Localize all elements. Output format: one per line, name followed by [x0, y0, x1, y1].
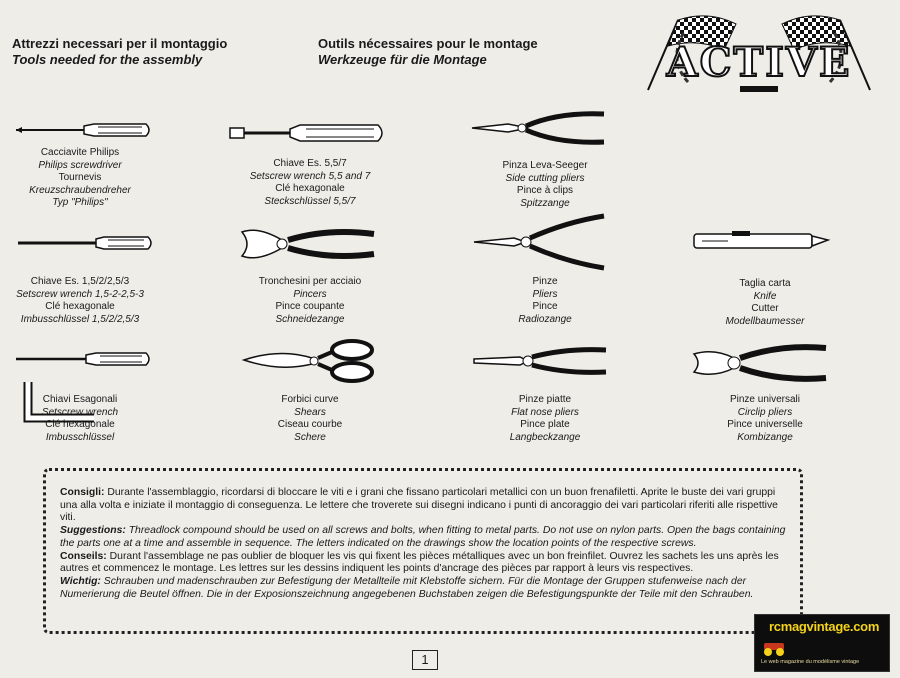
tips-italian: Consigli: Durante l'assemblaggio, ricordarsi di bloccare le viti e i grani che fissano particolari metallici con un buon frenafiletti. Aprite le buste dei vari gruppi una alla volta e iniziate il montaggio di conseguenza. Le lettere che troverete sui disegni indicano i punti di ancoraggio dei vari particolari riferiti alle rispettive viti. [60, 487, 778, 524]
tool-caption-circlip-pliers: Pinza Leva-Seeger Side cutting pliers Pince à clips Spitzzange [502, 160, 588, 209]
logo-text: ACTIVE [666, 39, 852, 86]
tips-german: Wichtig: Schrauben und madenschrauben zur Befestigung der Metallteile mit Klebstoffe sichern. Für die Montage der Gruppen stufenweise nach der Numerierung die Beutel öffnen. Die in der Exposionszeichnung angegebenen Buchstaben zeigen die Befestigungspunkte der Teile mit den Schrauben. [60, 575, 754, 600]
curved-scissors-icon [240, 338, 380, 384]
header-right-line1: Outils nécessaires pour le montage [318, 36, 538, 51]
wire-cutter-icon [238, 222, 378, 266]
circlip-pliers-icon [468, 108, 608, 148]
rc-car-icon [761, 637, 787, 657]
cutter-knife-icon [692, 228, 832, 254]
tool-caption-allen-key: Chiavi Esagonali Setscrew wrench Clé hexagonale Imbusschlüssel [41, 394, 119, 443]
flat-screwdriver-icon [14, 348, 154, 370]
page-number: 1 [412, 650, 438, 670]
header-left-line1: Attrezzi necessari per il montaggio [12, 36, 228, 51]
header-left-line2: Tools needed for the assembly [12, 52, 203, 67]
flat-nose-pliers-icon [470, 344, 610, 378]
tips-french: Conseils: Durant l'assemblage ne pas oublier de bloquer les vis qui fixent les pièces métalliques avec un bon freinfilet. Ouvrez les sachets les uns après les autres et commencez le montage. Les lettres sur les dessins indiquent les points d'ancrage des pièces par rapport à leurs vis respectives. [60, 550, 779, 575]
tool-caption-hex-driver: Chiave Es. 1,5/2/2,5/3 Setscrew wrench 1,5-2-2,5-3 Clé hexagonale Imbusschlüssel 1,5/2/2,5/3 [16, 276, 144, 325]
tool-caption-wire-cutter: Tronchesini per acciaio Pincers Pince coupante Schneidezange [258, 276, 362, 325]
rcmagvintage-badge [754, 614, 890, 672]
header-right [318, 36, 538, 68]
badge-site: rcmagvintage.com [769, 619, 880, 634]
tool-caption-cutter-knife: Taglia carta Knife Cutter Modellbaumesser [725, 278, 805, 327]
badge-tagline: Le web magazine du modélisme vintage [761, 659, 860, 665]
tool-caption-curved-scissors: Forbici curve Shears Ciseau courbe Schere [277, 394, 343, 443]
long-nose-pliers-icon [470, 212, 610, 272]
assembly-tips-box [43, 468, 803, 634]
nut-driver-icon [228, 120, 388, 146]
tips-english: Suggestions: Threadlock compound should be used on all screws and bolts, when fitting to metal parts. Do not use on nylon parts. Open the bags containing the parts one at a time and assemble in sequence. The letters indicated on the drawings show the location points of the respective screws. [60, 525, 786, 549]
tool-caption-philips-screwdriver: Cacciavite Philips Philips screwdriver Tournevis Kreuzschraubendreher Typ "Philips" [29, 147, 131, 208]
philips-screwdriver-icon [14, 118, 154, 142]
hex-driver-icon [16, 232, 156, 254]
header-right-line2: Werkzeuge für die Montage [318, 52, 487, 67]
tool-caption-nut-driver: Chiave Es. 5,5/7 Setscrew wrench 5,5 and 7 Clé hexagonale Steckschlüssel 5,5/7 [249, 158, 371, 207]
checkered-flags-laurel-icon [628, 10, 890, 100]
header-left [12, 36, 227, 68]
tool-caption-flat-nose-pliers: Pinze piatte Flat nose pliers Pince plate Langbeckzange [509, 394, 581, 443]
tool-caption-long-nose-pliers: Pinze Pliers Pince Radiozange [518, 276, 572, 325]
tool-caption-combination-pliers: Pinze universali Circlip pliers Pince universelle Kombizange [727, 394, 803, 443]
combination-pliers-icon [690, 340, 830, 386]
